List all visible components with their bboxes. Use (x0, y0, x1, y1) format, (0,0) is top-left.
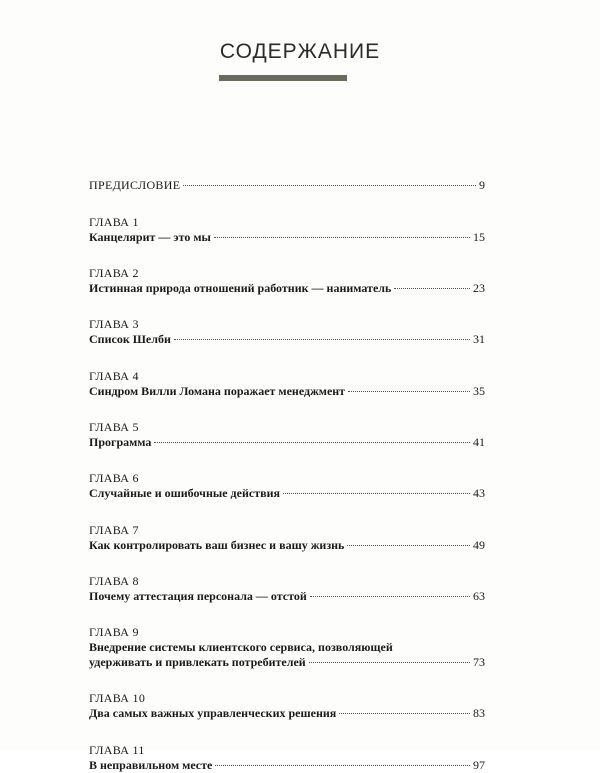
toc-title-line (89, 281, 485, 296)
chapter-title: Как контролировать ваш бизнес и вашу жизнь (89, 538, 345, 552)
page-number: 83 (473, 706, 485, 720)
chapter-title: Истинная природа отношений работник — наниматель (89, 281, 392, 295)
chapter-label: ГЛАВА 10 (89, 691, 146, 705)
dot-leader (183, 185, 476, 186)
toc-entry (89, 369, 485, 399)
toc-entry (89, 317, 485, 347)
toc-entry (89, 178, 485, 193)
chapter-title: удерживать и привлекать потребителей (89, 655, 306, 669)
toc-title-line (89, 758, 485, 773)
dot-leader (347, 545, 470, 546)
toc-title-line (89, 384, 485, 399)
dot-leader (394, 288, 470, 289)
chapter-label: ГЛАВА 4 (89, 369, 139, 383)
toc-entry (89, 743, 485, 773)
dot-leader (339, 713, 470, 714)
toc-title-line-continued (89, 640, 485, 655)
toc-entry (89, 574, 485, 604)
page-number: 31 (473, 332, 485, 346)
chapter-title: В неправильном месте (89, 758, 213, 772)
chapter-title: Список Шелби (89, 332, 171, 346)
chapter-title: ПРЕДИСЛОВИЕ (89, 178, 181, 192)
dot-leader (154, 442, 470, 443)
toc-title-line (89, 486, 485, 501)
chapter-label: ГЛАВА 7 (89, 523, 139, 537)
table-of-contents (89, 178, 485, 773)
toc-title-line (89, 655, 485, 670)
toc-entry (89, 691, 485, 721)
toc-title-line (89, 589, 485, 604)
title-underline-bar (219, 75, 347, 81)
toc-title-line (89, 435, 485, 450)
chapter-label: ГЛАВА 5 (89, 420, 139, 434)
toc-title-line (89, 538, 485, 553)
toc-entry (89, 471, 485, 501)
toc-entry (89, 215, 485, 245)
chapter-title: Два самых важных управленческих решения (89, 706, 337, 720)
chapter-title: Программа (89, 435, 152, 449)
chapter-label: ГЛАВА 3 (89, 317, 139, 331)
chapter-label: ГЛАВА 8 (89, 574, 139, 588)
chapter-label: ГЛАВА 9 (89, 625, 139, 639)
page-number: 15 (473, 230, 485, 244)
dot-leader (174, 339, 470, 340)
dot-leader (283, 493, 470, 494)
page-number: 23 (473, 281, 485, 295)
page-number: 73 (473, 655, 485, 669)
toc-title-line (89, 332, 485, 347)
toc-title-line (89, 230, 485, 245)
toc-title-line (89, 178, 485, 193)
toc-entry (89, 523, 485, 553)
page-number: 9 (479, 178, 485, 192)
dot-leader (214, 237, 470, 238)
page-number: 41 (473, 435, 485, 449)
page-title: СОДЕРЖАНИЕ (219, 40, 381, 63)
page-number: 97 (473, 758, 485, 772)
page-number: 63 (473, 589, 485, 603)
dot-leader (310, 596, 470, 597)
page-number: 49 (473, 538, 485, 552)
toc-entry (89, 266, 485, 296)
dot-leader (348, 391, 470, 392)
chapter-label: ГЛАВА 6 (89, 471, 139, 485)
chapter-title: Почему аттестация персонала — отстой (89, 589, 307, 603)
page-number: 35 (473, 384, 485, 398)
toc-title-line (89, 706, 485, 721)
chapter-title: Случайные и ошибочные действия (89, 486, 280, 500)
chapter-title: Внедрение системы клиентского сервиса, позволяющей (89, 640, 393, 654)
chapter-label: ГЛАВА 1 (89, 215, 139, 229)
toc-entry (89, 420, 485, 450)
dot-leader (215, 765, 470, 766)
chapter-title: Канцелярит — это мы (89, 230, 211, 244)
chapter-title: Синдром Вилли Ломана поражает менеджмент (89, 384, 346, 398)
page-number: 43 (473, 486, 485, 500)
chapter-label: ГЛАВА 2 (89, 266, 139, 280)
chapter-label: ГЛАВА 11 (89, 743, 145, 757)
toc-entry (89, 625, 485, 670)
dot-leader (309, 662, 470, 663)
